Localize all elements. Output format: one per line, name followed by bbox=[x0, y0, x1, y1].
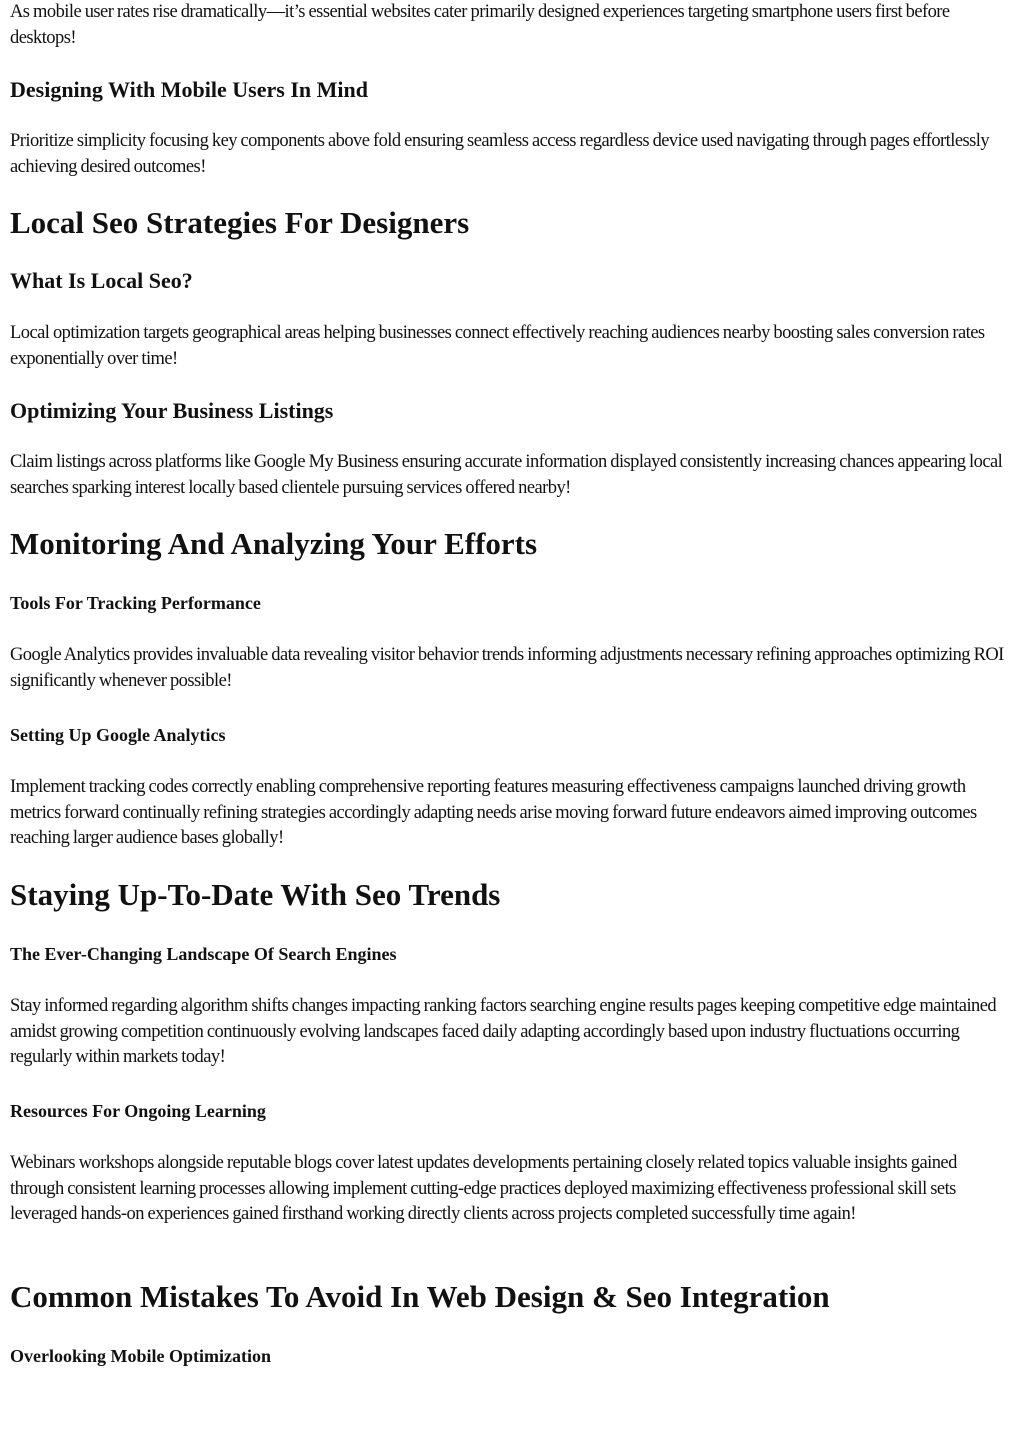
what-is-local-seo-paragraph: Local optimization targets geographical areas helping businesses connect effectively reaching audiences nearby boosting sales conversion rates exponentially over time! bbox=[10, 323, 985, 369]
search-landscape-heading: The Ever-Changing Landscape Of Search Engines bbox=[10, 944, 397, 964]
business-listings-paragraph: Claim listings across platforms like Google My Business ensuring accurate information displayed consistently increasing chances appearing local searches sparking interest locally based clientele pursuing services offered nearby! bbox=[10, 452, 1003, 498]
learning-resources-heading: Resources For Ongoing Learning bbox=[10, 1101, 266, 1121]
business-listings-heading: Optimizing Your Business Listings bbox=[10, 398, 334, 423]
learning-resources-paragraph: Webinars workshops alongside reputable blogs cover latest updates developments pertaining closely related topics valuable insights gained through consistent learning processes allowing implement cutting-edge practices deployed maximizing effectiveness professional skill sets leveraged hands-on experiences gained firsthand working directly clients across projects completed successfully time again! bbox=[10, 1153, 957, 1224]
analytics-setup-paragraph: Implement tracking codes correctly enabling comprehensive reporting features measuring effectiveness campaigns launched driving growth metrics forward continually refining strategies accordingly adapting needs arise moving forward future endeavors aimed improving outcomes reaching larger audience bases globally! bbox=[10, 777, 977, 848]
monitoring-heading: Monitoring And Analyzing Your Efforts bbox=[10, 526, 538, 561]
mobile-design-paragraph: Prioritize simplicity focusing key components above fold ensuring seamless access regardless device used navigating through pages effortlessly achieving desired outcomes! bbox=[10, 131, 990, 177]
what-is-local-seo-heading: What Is Local Seo? bbox=[10, 268, 193, 293]
seo-trends-heading: Staying Up-To-Date With Seo Trends bbox=[10, 877, 501, 912]
intro-paragraph: As mobile user rates rise dramatically—it’s essential websites cater primarily designed experiences targeting smartphone users first before desktops! bbox=[10, 2, 950, 48]
common-mistakes-heading: Common Mistakes To Avoid In Web Design & Seo Integration bbox=[10, 1279, 830, 1314]
local-seo-heading: Local Seo Strategies For Designers bbox=[10, 205, 470, 240]
mobile-optimization-heading: Overlooking Mobile Optimization bbox=[10, 1346, 271, 1366]
mobile-design-heading: Designing With Mobile Users In Mind bbox=[10, 77, 368, 102]
search-landscape-paragraph: Stay informed regarding algorithm shifts changes impacting ranking factors searching engine results pages keeping competitive edge maintained amidst growing competition continuously evolving landscapes faced daily adapting accordingly based upon industry fluctuations occurring regularly within markets today! bbox=[10, 996, 997, 1067]
tracking-tools-heading: Tools For Tracking Performance bbox=[10, 593, 261, 613]
analytics-setup-heading: Setting Up Google Analytics bbox=[10, 725, 226, 745]
tracking-tools-paragraph: Google Analytics provides invaluable data revealing visitor behavior trends informing adjustments necessary refining approaches optimizing ROI significantly whenever possible! bbox=[10, 645, 1004, 691]
